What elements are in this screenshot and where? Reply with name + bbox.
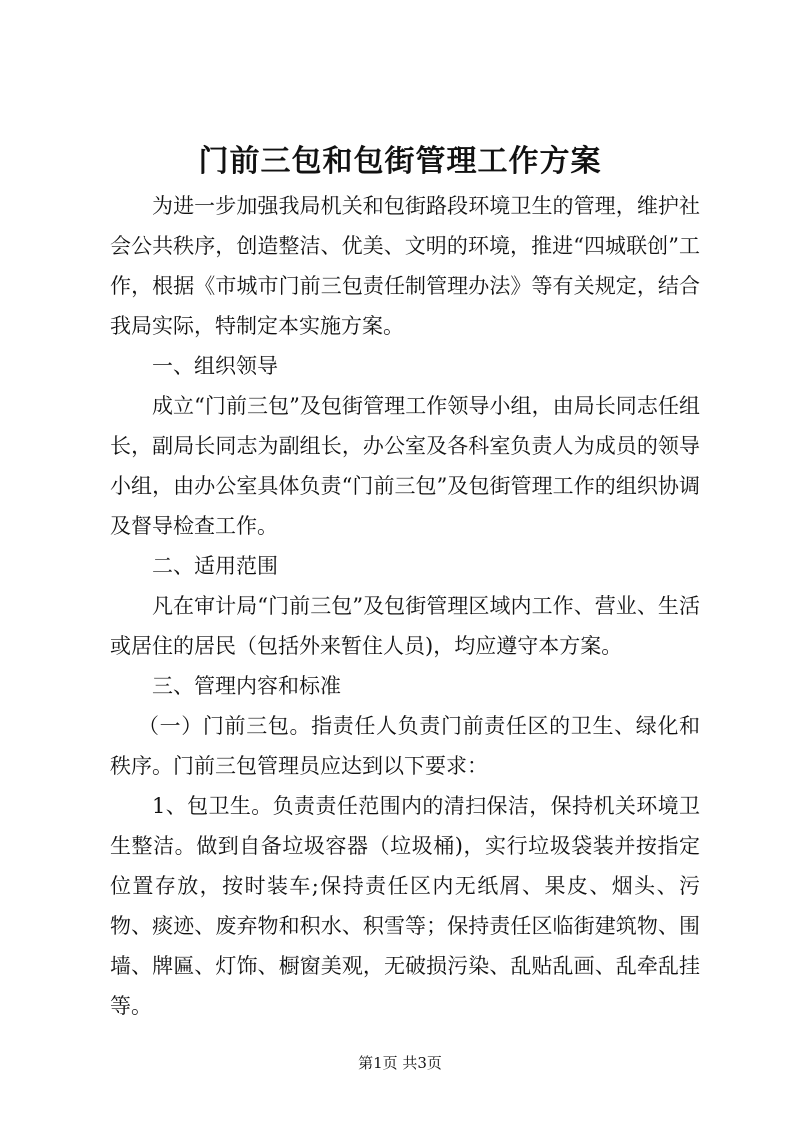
- document-body: [110, 186, 700, 1026]
- subsection-paragraph: （一）门前三包。指责任人负责门前责任区的卫生、绿化和秩序。门前三包管理员应达到以下要求：: [110, 714, 700, 778]
- section-heading-content: 三、管理内容和标准: [152, 674, 341, 698]
- section-heading-organization: 一、组织领导: [152, 354, 278, 378]
- scope-paragraph: 凡在审计局“门前三包”及包街管理区域内工作、营业、生活或居住的居民（包括外来暂住人员)，均应遵守本方案。: [110, 594, 700, 658]
- organization-paragraph: 成立“门前三包”及包街管理工作领导小组，由局长同志任组长，副局长同志为副组长，办公室及各科室负责人为成员的领导小组，由办公室具体负责“门前三包”及包街管理工作的组织协调及督导检查工作。: [110, 394, 700, 538]
- page-footer: 第1页 共3页: [358, 1054, 442, 1072]
- document-title: 门前三包和包街管理工作方案: [198, 144, 602, 179]
- section-heading-scope: 二、适用范围: [152, 554, 278, 578]
- intro-paragraph: 为进一步加强我局机关和包街路段环境卫生的管理，维护社会公共秩序，创造整洁、优美、文明的环境，推进“四城联创”工作，根据《市城市门前三包责任制管理办法》等有关规定，结合我局实际，特制定本实施方案。: [110, 194, 700, 338]
- hygiene-paragraph: 1、包卫生。负责责任范围内的清扫保洁，保持机关环境卫生整洁。做到自备垃圾容器（垃圾桶)，实行垃圾袋装并按指定位置存放，按时装车;保持责任区内无纸屑、果皮、烟头、污物、痰迹、废弃物和积水、积雪等；保持责任区临街建筑物、围墙、牌匾、灯饰、橱窗美观，无破损污染、乱贴乱画、乱牵乱挂等。: [110, 794, 700, 1018]
